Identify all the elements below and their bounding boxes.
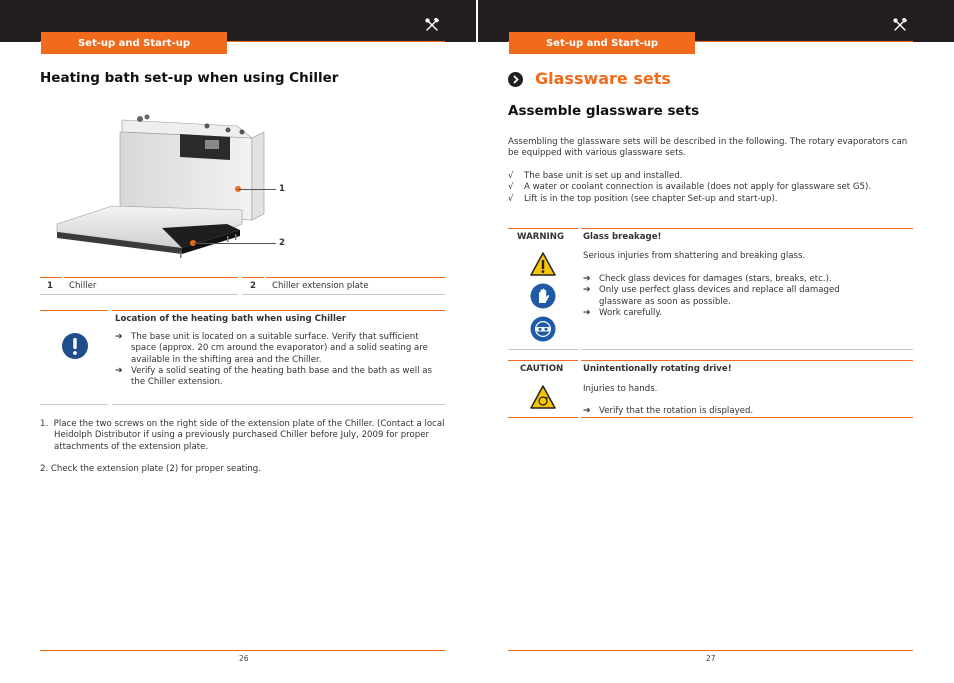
warning-bullets: [583, 274, 853, 319]
legend-label-2: Chiller extension plate: [272, 281, 369, 291]
prerequisite-list: [508, 171, 913, 205]
prerequisite-3: Lift is in the top position (see chapter Set-up and start-up).: [524, 193, 778, 204]
chiller-illustration: [52, 102, 287, 262]
callout-label-1: 1: [279, 184, 285, 194]
notice-title: Location of the heating bath when using Chiller: [115, 314, 347, 324]
section-tab-right: Set-up and Start-up: [509, 32, 695, 54]
arrow-bullet: ➔: [583, 307, 591, 318]
tools-icon: [425, 18, 439, 32]
arrow-bullet: ➔: [115, 332, 123, 342]
notice-bullet-2: Verify a solid seating of the heating bath base and the bath as well as the Chiller extension.: [131, 365, 432, 388]
left-page-heading: Heating bath set-up when using Chiller: [40, 70, 339, 86]
gloves-icon: [530, 283, 556, 309]
legend-label-1: Chiller: [69, 281, 97, 291]
warning-label: WARNING: [517, 232, 564, 242]
check-mark: √: [508, 182, 514, 193]
page-number-right: 27: [706, 654, 716, 663]
caution-bullet-1: Verify that the rotation is displayed.: [599, 406, 754, 416]
legend-num-1: 1: [47, 281, 53, 291]
notice-bullets: [115, 332, 445, 388]
caution-label: CAUTION: [520, 364, 564, 374]
arrow-bullet: ➔: [115, 365, 123, 376]
warning-bullet-1: Check glass devices for damages (stars, breaks, etc.).: [599, 274, 832, 284]
step-1: 1. Place the two screws on the right side of the extension plate of the Chiller. (Contact a local Heidolph Distributor if using a previously purchased Chiller before July, 2009 for proper attachments of the extension plate.: [40, 419, 445, 452]
right-page-subheading: Assemble glassware sets: [508, 103, 700, 119]
callout-line-1: [238, 189, 276, 190]
tools-icon: [893, 18, 907, 32]
page-spread-divider: [476, 0, 478, 42]
section-tab-left: Set-up and Start-up: [41, 32, 227, 54]
caution-bullets: [583, 406, 913, 417]
callout-label-2: 2: [279, 238, 285, 248]
legend-num-2: 2: [250, 281, 256, 291]
warning-triangle-icon: [530, 252, 556, 276]
prerequisite-2: A water or coolant connection is available (does not apply for glassware set G5).: [524, 182, 872, 193]
page-title: Glassware sets: [535, 69, 671, 88]
warning-bullet-3: Work carefully.: [599, 307, 662, 318]
rotation-hazard-icon: [530, 385, 556, 409]
notice-bullet-1: The base unit is located on a suitable surface. Verify that sufficient space (approx. 20 cm around the evaporator) and a solid seating are available in the shifting area and the Chiller.: [131, 332, 428, 365]
step-2: 2. Check the extension plate (2) for proper seating.: [40, 464, 261, 474]
check-mark: √: [508, 193, 514, 204]
goggles-icon: [530, 316, 556, 342]
caution-title: Unintentionally rotating drive!: [583, 364, 732, 374]
prerequisite-1: The base unit is set up and installed.: [524, 171, 683, 181]
check-mark: √: [508, 171, 514, 181]
warning-title: Glass breakage!: [583, 232, 662, 242]
warning-text: Serious injuries from shattering and breaking glass.: [583, 251, 806, 261]
warning-bullet-2: Only use perfect glass devices and replace all damaged glassware as soon as possible.: [599, 285, 840, 307]
page-number-left: 26: [239, 654, 249, 663]
arrow-bullet: ➔: [583, 274, 591, 284]
info-exclamation-icon: [61, 332, 89, 360]
callout-line-2: [193, 243, 276, 244]
caution-text: Injuries to hands.: [583, 384, 658, 394]
chevron-circle-icon: [508, 72, 523, 87]
arrow-bullet: ➔: [583, 406, 591, 416]
intro-text: Assembling the glassware sets will be described in the following. The rotary evaporators can be equipped with various glassware sets.: [508, 137, 908, 159]
arrow-bullet: ➔: [583, 285, 591, 296]
